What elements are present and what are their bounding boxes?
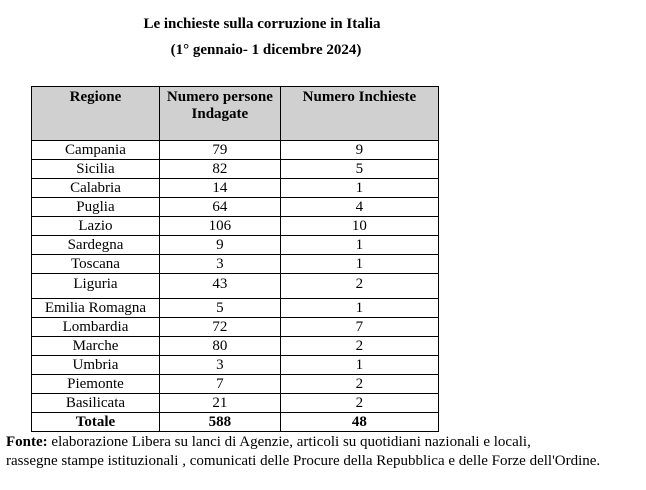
cell-inchieste: 10 (280, 217, 438, 236)
corruption-inquiries-table (31, 86, 439, 432)
table-row (32, 299, 439, 318)
cell-inchieste: 1 (280, 255, 438, 274)
table-row (32, 394, 439, 413)
header-regione: Regione (32, 87, 160, 141)
total-label: Totale (32, 413, 160, 432)
cell-regione: Piemonte (32, 375, 160, 394)
table-row (32, 217, 439, 236)
table-row (32, 274, 439, 299)
table-subtitle-date-range: (1° gennaio- 1 dicembre 2024) (170, 42, 362, 58)
table-row (32, 356, 439, 375)
cell-persone: 82 (159, 160, 280, 179)
table-header-row (32, 87, 439, 141)
table-row (32, 255, 439, 274)
cell-persone: 43 (159, 274, 280, 299)
source-note (6, 433, 646, 471)
cell-regione: Campania (32, 141, 160, 160)
header-numero-inchieste: Numero Inchieste (280, 87, 438, 141)
cell-regione: Calabria (32, 179, 160, 198)
table-row (32, 236, 439, 255)
cell-persone: 79 (159, 141, 280, 160)
cell-persone: 106 (159, 217, 280, 236)
cell-regione: Marche (32, 337, 160, 356)
cell-inchieste: 5 (280, 160, 438, 179)
cell-regione: Emilia Romagna (32, 299, 160, 318)
cell-persone: 5 (159, 299, 280, 318)
cell-persone: 21 (159, 394, 280, 413)
table-row (32, 141, 439, 160)
cell-inchieste: 2 (280, 274, 438, 299)
cell-persone: 3 (159, 356, 280, 375)
cell-persone: 3 (159, 255, 280, 274)
source-text-line2: rassegne stampe istituzionali , comunicati delle Procure della Repubblica e delle Forze dell'Ordine. (6, 453, 601, 469)
cell-inchieste: 4 (280, 198, 438, 217)
table-row (32, 375, 439, 394)
cell-regione: Sicilia (32, 160, 160, 179)
cell-inchieste: 7 (280, 318, 438, 337)
table-row (32, 179, 439, 198)
table-title: Le inchieste sulla corruzione in Italia (143, 16, 381, 32)
total-inchieste: 48 (280, 413, 438, 432)
source-label: Fonte: (6, 434, 48, 450)
table-row (32, 337, 439, 356)
cell-persone: 9 (159, 236, 280, 255)
cell-regione: Sardegna (32, 236, 160, 255)
cell-persone: 80 (159, 337, 280, 356)
cell-regione: Umbria (32, 356, 160, 375)
cell-regione: Lazio (32, 217, 160, 236)
table-row (32, 318, 439, 337)
cell-inchieste: 1 (280, 299, 438, 318)
cell-regione: Lombardia (32, 318, 160, 337)
cell-regione: Basilicata (32, 394, 160, 413)
cell-persone: 72 (159, 318, 280, 337)
table-row (32, 160, 439, 179)
cell-persone: 7 (159, 375, 280, 394)
cell-inchieste: 1 (280, 236, 438, 255)
table-total-row (32, 413, 439, 432)
cell-inchieste: 1 (280, 179, 438, 198)
cell-persone: 14 (159, 179, 280, 198)
cell-inchieste: 9 (280, 141, 438, 160)
cell-regione: Puglia (32, 198, 160, 217)
cell-regione: Liguria (32, 274, 160, 299)
header-numero-persone-indagate: Numero persone Indagate (159, 87, 280, 141)
cell-inchieste: 2 (280, 394, 438, 413)
total-persone: 588 (159, 413, 280, 432)
cell-inchieste: 1 (280, 356, 438, 375)
source-text-line1: elaborazione Libera su lanci di Agenzie, articoli su quotidiani nazionali e locali, (47, 434, 531, 450)
cell-persone: 64 (159, 198, 280, 217)
table-row (32, 198, 439, 217)
cell-inchieste: 2 (280, 375, 438, 394)
cell-inchieste: 2 (280, 337, 438, 356)
cell-regione: Toscana (32, 255, 160, 274)
